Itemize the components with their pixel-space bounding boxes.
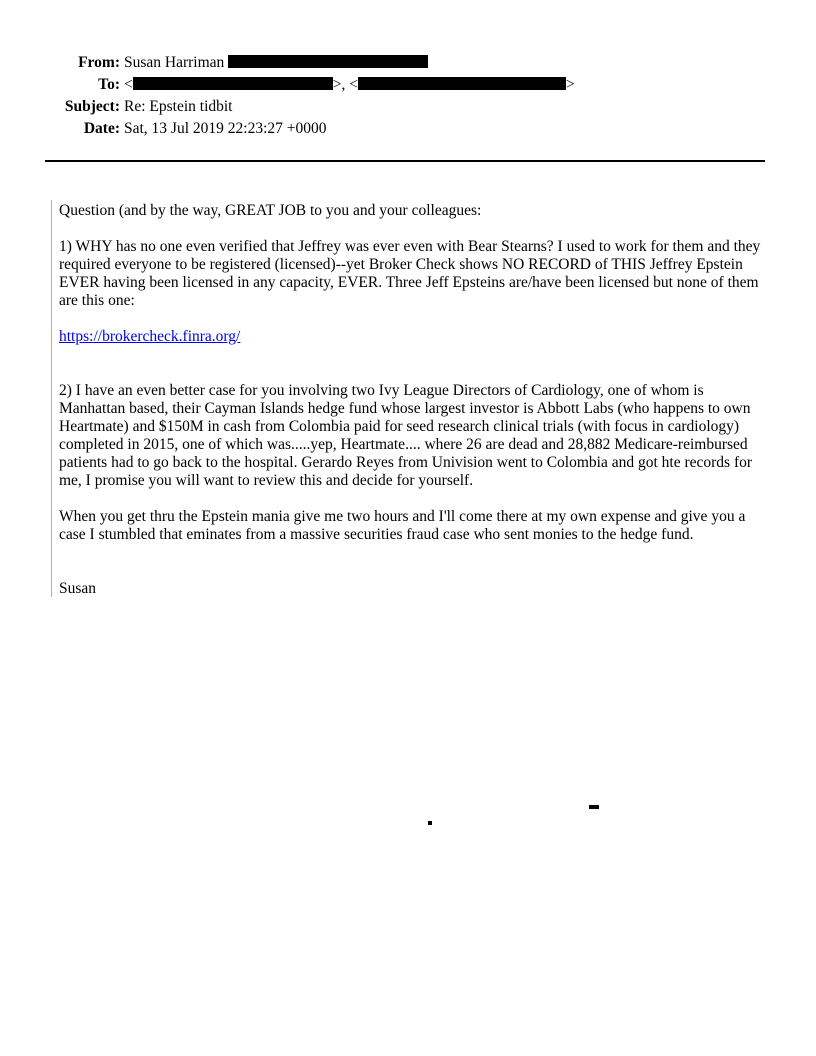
link-paragraph bbox=[59, 328, 771, 346]
to-value bbox=[124, 76, 575, 94]
sender-name: Susan Harriman bbox=[124, 54, 225, 71]
from-value bbox=[124, 54, 428, 72]
date-value: Sat, 13 Jul 2019 22:23:27 +0000 bbox=[124, 120, 327, 137]
redaction-bar bbox=[133, 77, 333, 90]
paragraph-2: 2) I have an even better case for you involving two Ivy League Directors of Cardiology, one of whom is Manhattan based, their Cayman Islands hedge fund whose largest investor is Abbott Labs (who happens to own Heartmate) and $150M in cash from Colombia paid for seed research clinical trials (with focus in cardiology) completed in 2015, one of which was.....yep, Heartmate.... where 26 are dead and 28,882 Medicare-reimbursed patients had to go back to the hospital. Gerardo Reyes from Univision went to Colombia and got hte records for me, I promise you will want to review this and decide for yourself. bbox=[59, 382, 753, 489]
subject-value: Re: Epstein tidbit bbox=[124, 98, 233, 115]
signature: Susan bbox=[59, 580, 97, 597]
to-separator: >, < bbox=[332, 76, 358, 93]
to-label: To: bbox=[98, 76, 120, 93]
brokercheck-link[interactable]: https://brokercheck.finra.org/ bbox=[59, 328, 241, 345]
quote-bar bbox=[51, 200, 52, 597]
to-bracket-close: > bbox=[565, 76, 575, 93]
message-body bbox=[59, 202, 771, 598]
paragraph-1: 1) WHY has no one even verified that Jeffrey was ever even with Bear Stearns? I used to work for them and they required everyone to be registered (licensed)--yet Broker Check shows NO RECORD of THIS Jeffrey Epstein EVER having been licensed in any capacity, EVER. Three Jeff Epsteins are/have been licensed but none of them are this one: bbox=[59, 238, 761, 309]
header-divider bbox=[45, 160, 765, 162]
greeting-paragraph: Question (and by the way, GREAT JOB to you and your colleagues: bbox=[59, 202, 482, 219]
paragraph-3: When you get thru the Epstein mania give me two hours and I'll come there at my own expense and give you a case I stumbled that eminates from a massive securities fraud case who sent monies to the hedge fund. bbox=[59, 508, 746, 543]
subject-label: Subject: bbox=[64, 98, 120, 115]
date-label: Date: bbox=[83, 120, 120, 137]
redaction-bar bbox=[358, 77, 566, 90]
scan-mark bbox=[428, 821, 432, 825]
to-bracket-open: < bbox=[124, 76, 133, 93]
redaction-bar bbox=[228, 55, 428, 68]
from-label: From: bbox=[78, 54, 120, 71]
scan-mark bbox=[589, 805, 599, 809]
